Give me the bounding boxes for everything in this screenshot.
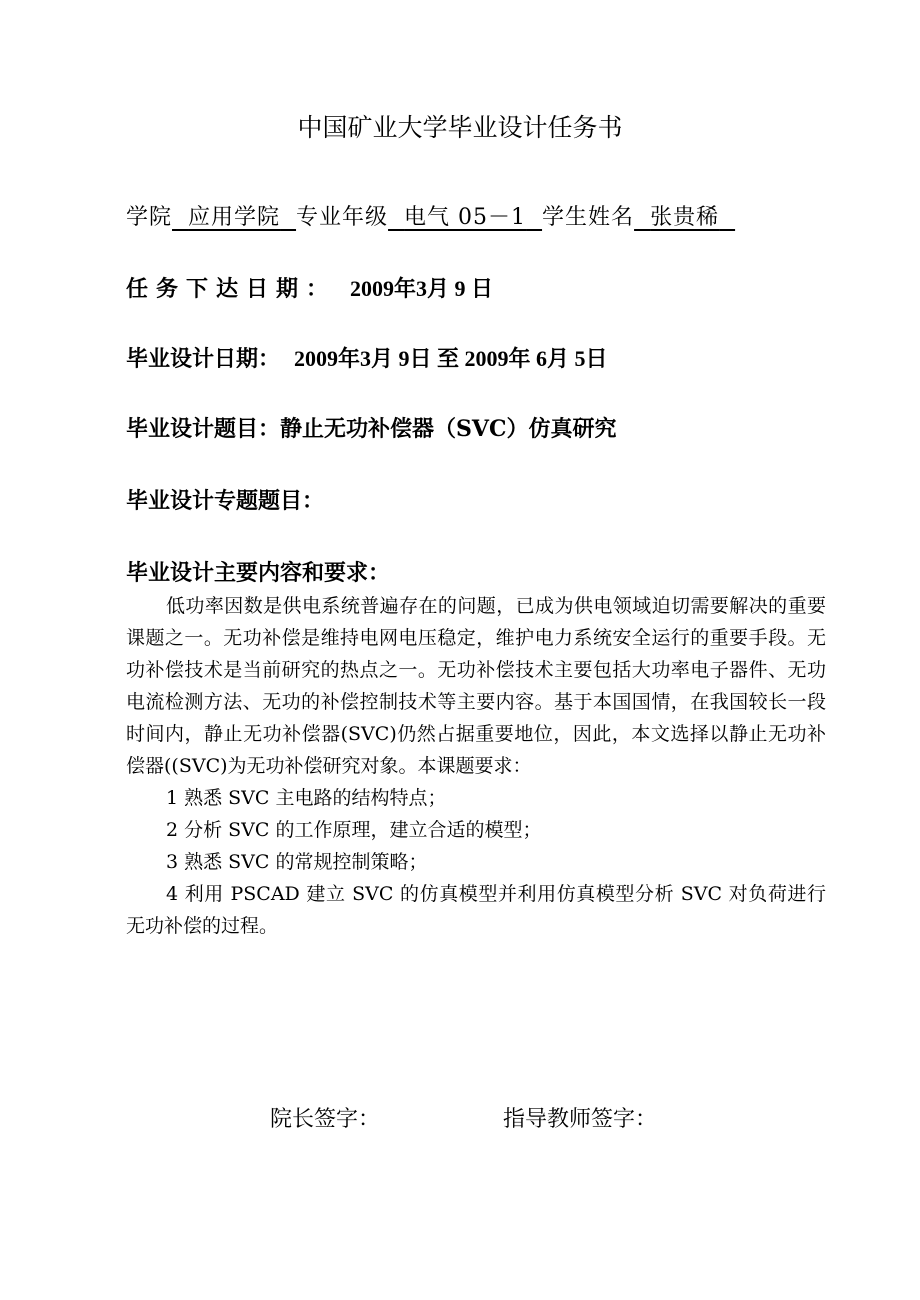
issue-date-line xyxy=(126,272,493,303)
requirements-heading: 毕业设计主要内容和要求： xyxy=(126,561,391,586)
major-value: 电气 05－1 xyxy=(404,205,527,230)
issue-date-value: 2009年3月 9 日 xyxy=(350,276,494,301)
student-value: 张贵稀 xyxy=(650,205,720,230)
design-period-label: 毕业设计日期： xyxy=(126,347,281,372)
requirement-item: 3 熟悉 SVC 的常规控制策略； xyxy=(166,851,428,873)
requirements-body xyxy=(126,590,826,942)
topic-value: 静止无功补偿器（SVC）仿真研究 xyxy=(280,416,617,442)
requirement-item: 2 分析 SVC 的工作原理，建立合适的模型； xyxy=(166,819,542,841)
advisor-signature-label: 指导教师签字： xyxy=(503,1107,658,1132)
college-value: 应用学院 xyxy=(188,205,281,230)
page-title: 中国矿业大学毕业设计任务书 xyxy=(297,113,623,142)
topic-label: 毕业设计题目： xyxy=(126,417,281,442)
topic-line xyxy=(126,412,616,443)
special-topic-label: 毕业设计专题题目： xyxy=(126,489,325,514)
major-label: 专业年级 xyxy=(296,205,389,230)
special-topic-line xyxy=(126,484,324,515)
design-period-line xyxy=(126,342,608,373)
college-label: 学院 xyxy=(126,205,173,230)
design-period-value: 2009年3月 9日 至 2009年 6月 5日 xyxy=(294,346,608,371)
student-info-line xyxy=(126,200,735,231)
student-label: 学生姓名 xyxy=(542,205,635,230)
requirement-item: 4 利用 PSCAD 建立 SVC 的仿真模型并利用仿真模型分析 SVC 对负荷进行无功补偿的过程。 xyxy=(126,883,826,937)
issue-date-label: 任务下达日期： xyxy=(126,277,337,302)
requirement-item: 1 熟悉 SVC 主电路的结构特点； xyxy=(166,787,447,809)
dean-signature-label: 院长签字： xyxy=(270,1107,381,1132)
requirements-intro: 低功率因数是供电系统普遍存在的问题，已成为供电领域迫切需要解决的重要课题之一。无功补偿是维持电网电压稳定，维护电力系统安全运行的重要手段。无功补偿技术是当前研究的热点之一。无功补偿技术主要包括大功率电子器件、无功电流检测方法、无功的补偿控制技术等主要内容。基于本国国情，在我国较长一段时间内，静止无功补偿器(SVC)仍然占据重要地位，因此，本文选择以静止无功补偿器((SVC)为无功补偿研究对象。本课题要求： xyxy=(126,595,826,777)
